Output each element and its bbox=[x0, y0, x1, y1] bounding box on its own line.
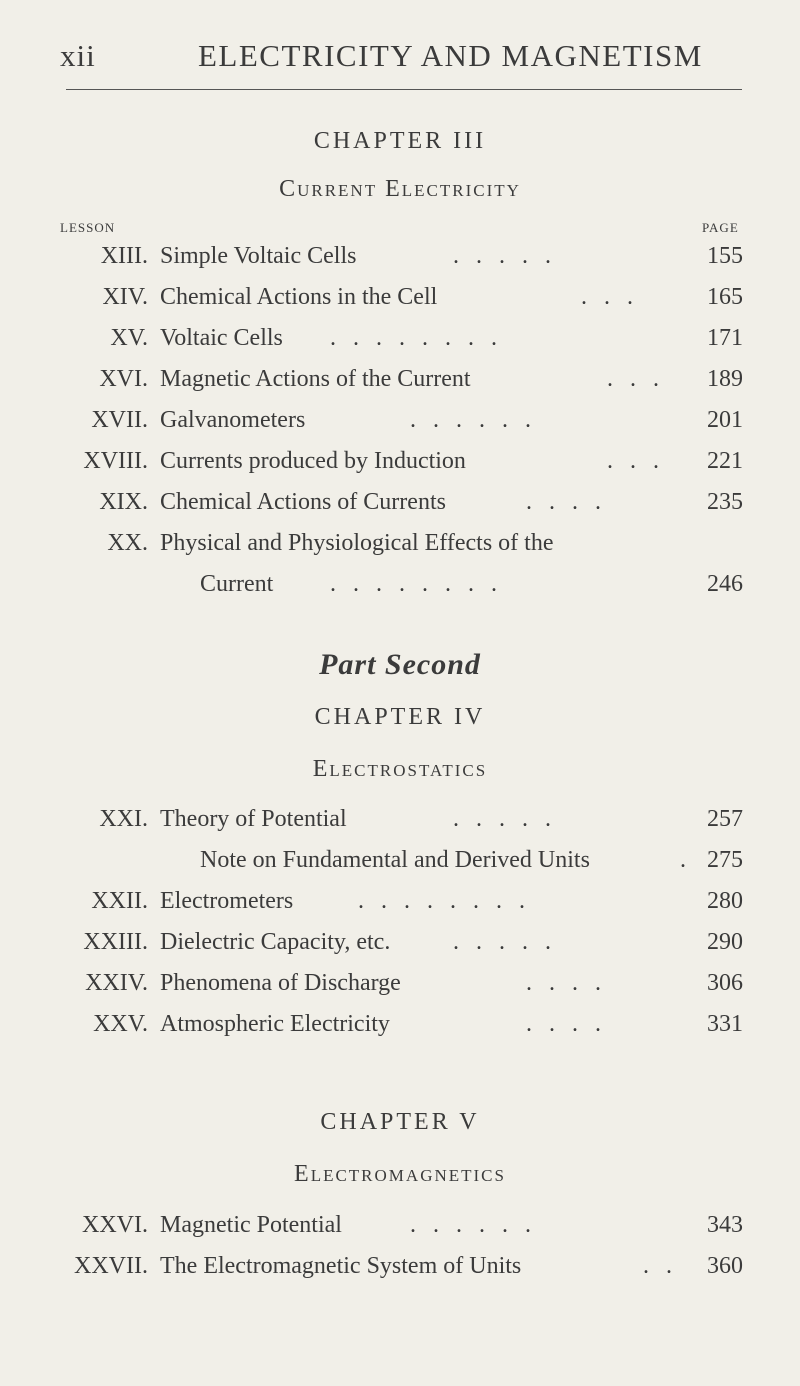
chapter-subject: Electrostatics bbox=[312, 756, 488, 782]
chapter-subject: Current Electricity bbox=[279, 176, 521, 202]
page-number: 171 bbox=[707, 325, 743, 351]
page-number: 189 bbox=[707, 366, 743, 392]
page-number: 201 bbox=[707, 407, 743, 433]
toc-entry bbox=[0, 888, 800, 922]
toc-entry bbox=[0, 1253, 800, 1287]
lesson-title: Chemical Actions in the Cell bbox=[160, 284, 438, 310]
toc-entry bbox=[0, 448, 800, 482]
toc-entry bbox=[0, 284, 800, 318]
lesson-number: XIX. bbox=[99, 489, 148, 515]
lesson-title: Atmospheric Electricity bbox=[160, 1011, 390, 1037]
lesson-number: XVI. bbox=[99, 366, 148, 392]
toc-entry bbox=[0, 806, 800, 840]
lesson-title: Dielectric Capacity, etc. bbox=[160, 929, 391, 955]
dot-leader: . bbox=[680, 847, 703, 873]
lesson-column-label: LESSON bbox=[60, 220, 116, 235]
page-folio: xii bbox=[60, 38, 96, 73]
lesson-number: XIV. bbox=[102, 284, 148, 310]
page-number: 221 bbox=[707, 448, 743, 474]
page-number: 360 bbox=[707, 1253, 743, 1279]
lesson-number: XXVI. bbox=[82, 1212, 148, 1238]
dot-leader: .. bbox=[643, 1253, 689, 1279]
dot-leader: ..... bbox=[453, 806, 568, 832]
lesson-title: Chemical Actions of Currents bbox=[160, 489, 446, 515]
dot-leader: ... bbox=[581, 284, 650, 310]
page-number: 257 bbox=[707, 806, 743, 832]
lesson-title: Simple Voltaic Cells bbox=[160, 243, 357, 269]
lesson-title: Magnetic Potential bbox=[160, 1212, 342, 1238]
lesson-title: Note on Fundamental and Derived Units bbox=[200, 847, 590, 873]
toc-entry bbox=[0, 847, 800, 881]
dot-leader: ........ bbox=[330, 571, 514, 597]
toc-entry bbox=[0, 1212, 800, 1246]
lesson-title: Voltaic Cells bbox=[160, 325, 283, 351]
toc-entry bbox=[0, 325, 800, 359]
lesson-title: The Electromagnetic System of Units bbox=[160, 1253, 522, 1279]
dot-leader: ... bbox=[607, 448, 676, 474]
running-title: ELECTRICITY AND MAGNETISM bbox=[198, 38, 703, 73]
page-number: 246 bbox=[707, 571, 743, 597]
lesson-title: Magnetic Actions of the Current bbox=[160, 366, 471, 392]
lesson-number: XXV. bbox=[93, 1011, 148, 1037]
page-number: 343 bbox=[707, 1212, 743, 1238]
lesson-title-continued: Current bbox=[200, 571, 274, 597]
dot-leader: .... bbox=[526, 489, 618, 515]
toc-entry bbox=[0, 970, 800, 1004]
page-number: 275 bbox=[707, 847, 743, 873]
toc-entry bbox=[0, 243, 800, 277]
dot-leader: .... bbox=[526, 1011, 618, 1037]
dot-leader: ...... bbox=[410, 407, 548, 433]
chapter-subject: Electromagnetics bbox=[294, 1161, 506, 1187]
lesson-title: Physical and Physiological Effects of the bbox=[160, 530, 554, 556]
lesson-title: Phenomena of Discharge bbox=[160, 970, 401, 996]
lesson-title: Currents produced by Induction bbox=[160, 448, 466, 474]
lesson-number: XXVII. bbox=[74, 1253, 148, 1279]
lesson-title: Theory of Potential bbox=[160, 806, 347, 832]
dot-leader: ... bbox=[607, 366, 676, 392]
dot-leader: ..... bbox=[453, 929, 568, 955]
lesson-number: XX. bbox=[107, 530, 148, 556]
page-number: 331 bbox=[707, 1011, 743, 1037]
lesson-number: XXI. bbox=[99, 806, 148, 832]
toc-entry bbox=[0, 929, 800, 963]
running-head bbox=[60, 38, 748, 78]
page-column-label: PAGE bbox=[702, 220, 739, 235]
lesson-number: XVII. bbox=[91, 407, 148, 433]
page-number: 306 bbox=[707, 970, 743, 996]
lesson-title: Galvanometers bbox=[160, 407, 306, 433]
toc-entry bbox=[0, 366, 800, 400]
chapter-heading: CHAPTER III bbox=[313, 128, 487, 154]
toc-entry bbox=[0, 1011, 800, 1045]
lesson-number: XIII. bbox=[100, 243, 148, 269]
lesson-number: XV. bbox=[110, 325, 148, 351]
page-number: 155 bbox=[707, 243, 743, 269]
lesson-title: Electrometers bbox=[160, 888, 294, 914]
lesson-number: XXIII. bbox=[83, 929, 148, 955]
toc-entry bbox=[0, 530, 800, 564]
dot-leader: ...... bbox=[410, 1212, 548, 1238]
toc-entry bbox=[0, 407, 800, 441]
page-number: 290 bbox=[707, 929, 743, 955]
dot-leader: ..... bbox=[453, 243, 568, 269]
page-number: 165 bbox=[707, 284, 743, 310]
chapter-heading: CHAPTER IV bbox=[314, 704, 486, 730]
chapter-heading: CHAPTER V bbox=[320, 1109, 480, 1135]
lesson-number: XXII. bbox=[91, 888, 148, 914]
page-number: 280 bbox=[707, 888, 743, 914]
toc-entry bbox=[0, 489, 800, 523]
lesson-number: XXIV. bbox=[85, 970, 148, 996]
lesson-number: XVIII. bbox=[83, 448, 148, 474]
toc-entry-continuation bbox=[0, 571, 800, 605]
part-title: Part Second bbox=[319, 648, 481, 681]
dot-leader: ........ bbox=[358, 888, 542, 914]
page-number: 235 bbox=[707, 489, 743, 515]
header-rule bbox=[66, 89, 742, 90]
dot-leader: ........ bbox=[330, 325, 514, 351]
dot-leader: .... bbox=[526, 970, 618, 996]
